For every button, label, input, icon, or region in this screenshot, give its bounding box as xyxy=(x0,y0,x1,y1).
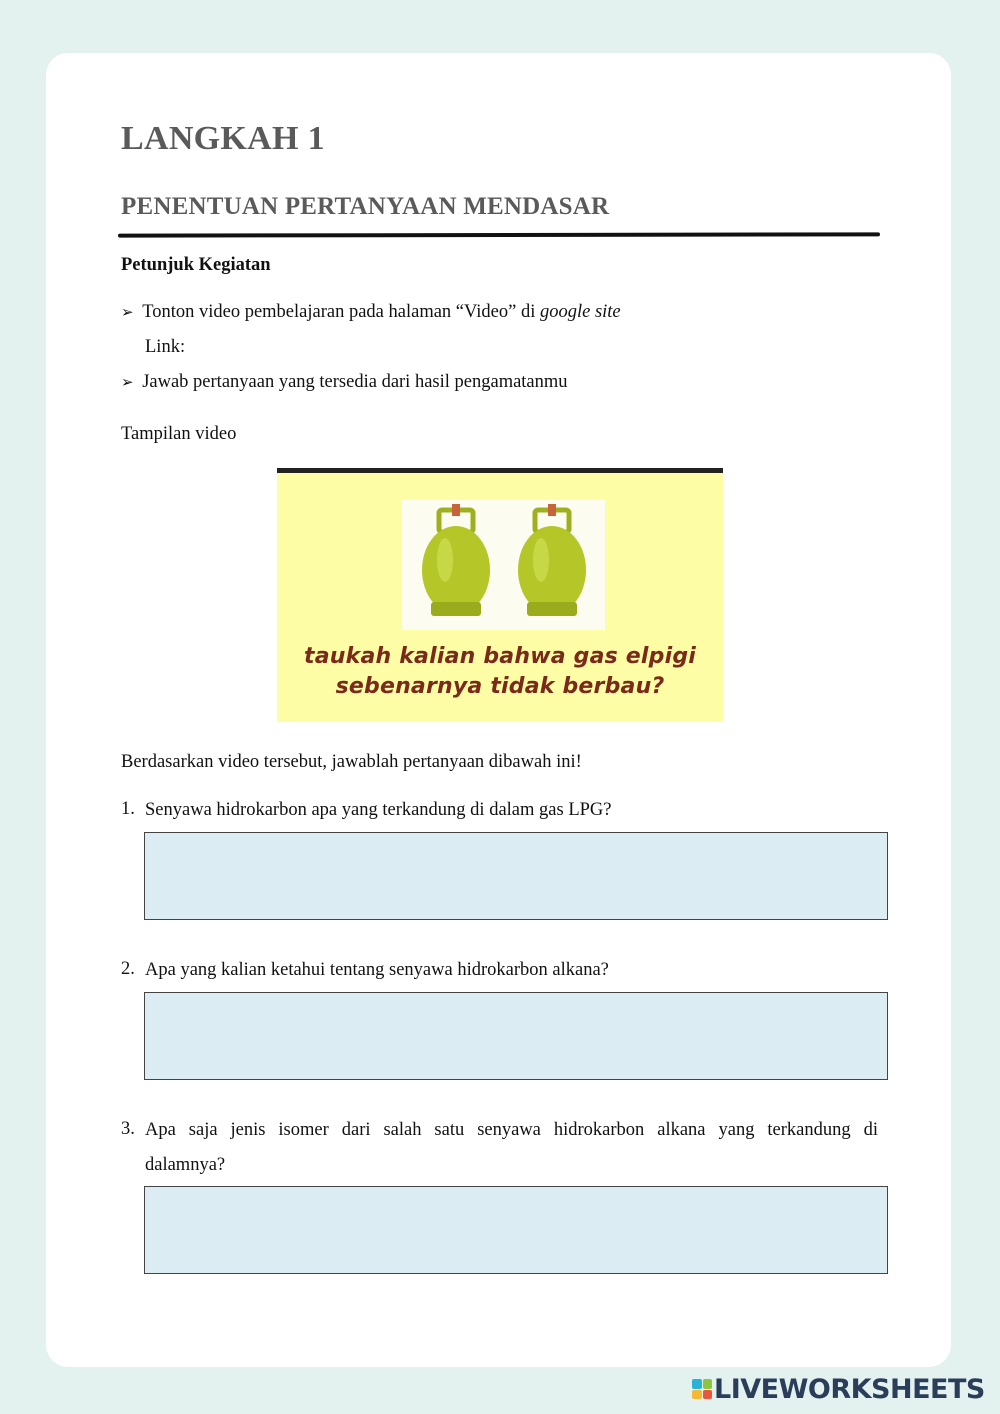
google-site-text: google site xyxy=(539,302,621,322)
question-text-2: Apa yang kalian ketahui tentang senyawa hidrokarbon alkana? xyxy=(145,960,609,980)
video-caption-line-2: sebenarnya tidak berbau? xyxy=(335,674,665,699)
questions-prompt: Berdasarkan video tersebut, jawablah pertanyaan dibawah ini! xyxy=(121,752,582,772)
answer-box-1[interactable] xyxy=(144,832,888,920)
page-title: LANGKAH 1 xyxy=(121,120,325,157)
question-number-3: 3. xyxy=(121,1119,135,1139)
liveworksheets-logo-icon xyxy=(692,1379,712,1399)
answer-box-2[interactable] xyxy=(144,992,888,1080)
video-label: Tampilan video xyxy=(121,424,237,444)
instruction-item-2 xyxy=(121,371,568,394)
arrow-bullet-icon: ➢ xyxy=(121,305,134,321)
arrow-bullet-icon: ➢ xyxy=(121,375,134,391)
video-caption-line-1: taukah kalian bahwa gas elpigi xyxy=(303,644,697,669)
video-thumbnail[interactable] xyxy=(277,468,723,722)
question-text-1: Senyawa hidrokarbon apa yang terkandung di dalam gas LPG? xyxy=(145,800,612,820)
link-label: Link: xyxy=(145,337,186,357)
section-subtitle: PENENTUAN PERTANYAAN MENDASAR xyxy=(121,193,610,220)
instruction-text-2: Jawab pertanyaan yang tersedia dari hasil pengamatanmu xyxy=(142,372,568,392)
question-number-2: 2. xyxy=(121,959,135,979)
instruction-item-1 xyxy=(121,301,621,324)
lpg-cylinder-icon xyxy=(518,504,586,616)
instructions-title: Petunjuk Kegiatan xyxy=(121,255,271,275)
question-number-1: 1. xyxy=(121,799,135,819)
question-text-3-line-2: dalamnya? xyxy=(145,1155,226,1175)
instruction-text-1: Tonton video pembelajaran pada halaman “Video” di xyxy=(142,302,540,322)
question-text-3-line-1: Apa saja jenis isomer dari salah satu senyawa hidrokarbon alkana yang terkandung di xyxy=(145,1120,878,1140)
lpg-cylinder-icon xyxy=(422,504,490,616)
lpg-cylinders-image xyxy=(417,504,597,624)
video-top-bar xyxy=(277,468,723,473)
liveworksheets-logo[interactable] xyxy=(692,1374,985,1404)
liveworksheets-logo-text: LIVEWORKSHEETS xyxy=(714,1373,985,1405)
answer-box-3[interactable] xyxy=(144,1186,888,1274)
